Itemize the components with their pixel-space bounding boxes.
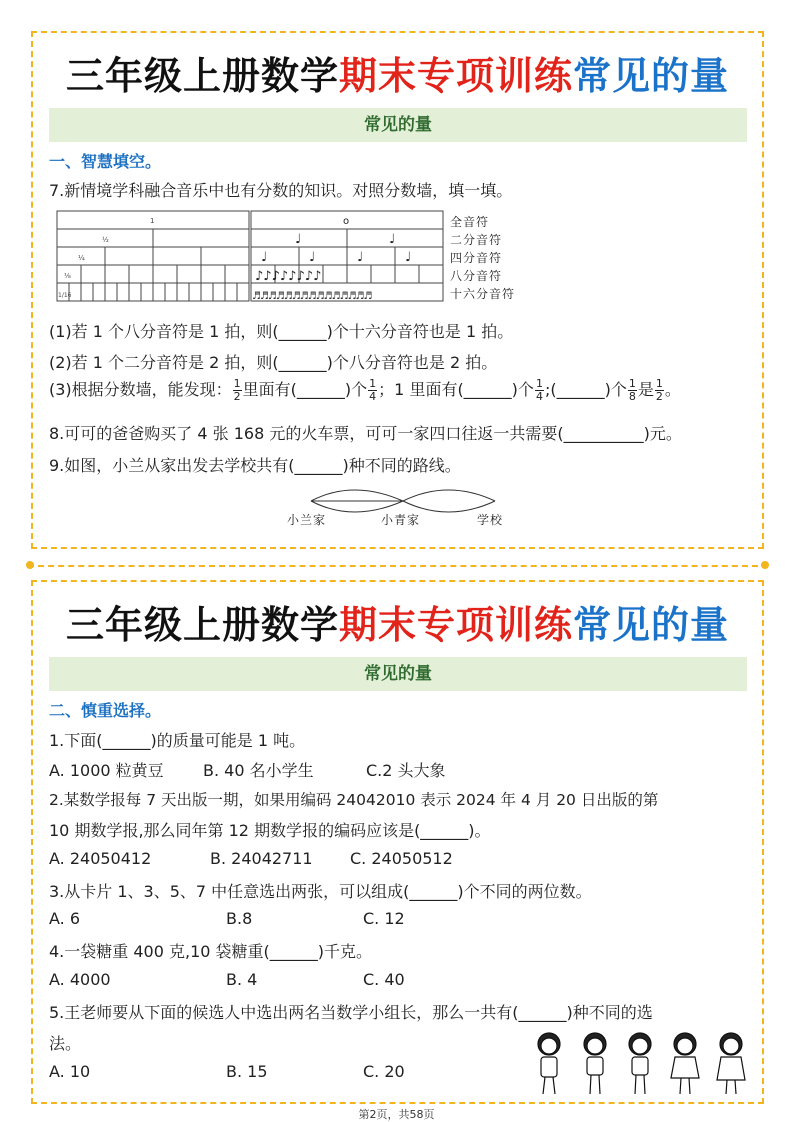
q2-option-a: A. 24050412: [49, 849, 152, 868]
q2-option-c: C. 24050512: [350, 849, 453, 868]
candidate-figure: [629, 1033, 651, 1094]
q1-option-b: B. 40 名小学生: [203, 761, 314, 780]
fraction: $\frac{1}{2}$: [233, 377, 241, 403]
quarter-note-icon: ♩: [309, 250, 316, 265]
wall-label-half: 二分音符: [450, 233, 503, 247]
sixteenth-notes-icon: ♬♬♬♬♬♬♬♬♬♬♬♬♬♬♬: [252, 291, 372, 302]
question-1: 1.下面(______)的质量可能是 1 吨。: [49, 731, 306, 750]
candidates-illustration: [527, 1030, 759, 1100]
eighth-notes-icon: ♪♪♪♪♪♪♪♪: [255, 269, 322, 284]
q5-option-c: C. 20: [363, 1062, 405, 1081]
topic-band: 常见的量: [49, 657, 747, 691]
page-separator: [28, 565, 768, 567]
quarter-note-icon: ♩: [261, 250, 268, 265]
wall-mark-sixteenth: 1/16: [58, 292, 72, 299]
q7-3-text-c: ；1 里面有(______)个: [378, 380, 534, 399]
question-7-1: (1)若 1 个八分音符是 1 拍，则(______)个十六分音符也是 1 拍。: [49, 322, 514, 341]
q1-option-c: C.2 头大象: [366, 761, 446, 780]
wall-mark-quarter: ¼: [78, 254, 85, 262]
whole-note-icon: o: [343, 216, 350, 227]
q7-3-text-a: (3)根据分数墙，能发现：: [49, 380, 232, 399]
q7-3-text-f: 。: [664, 380, 681, 399]
wall-label-whole: 全音符: [450, 215, 490, 229]
fraction: $\frac{1}{2}$: [655, 377, 663, 403]
quarter-note-icon: ♩: [405, 250, 412, 265]
q4-option-a: A. 4000: [49, 970, 111, 989]
wall-label-quarter: 四分音符: [450, 251, 503, 265]
q7-3-text-e: 是: [637, 380, 654, 399]
q7-3-text-b: 里面有(______)个: [242, 380, 368, 399]
q4-option-c: C. 40: [363, 970, 405, 989]
fraction-wall: [55, 209, 445, 305]
q1-option-a: A. 1000 粒黄豆: [49, 761, 164, 780]
wall-label-eighth: 八分音符: [450, 269, 503, 283]
fraction: $\frac{1}{4}$: [369, 377, 377, 403]
q3-option-a: A. 6: [49, 909, 81, 928]
title-part-3: 常见的量: [573, 603, 730, 647]
question-4: 4.一袋糖重 400 克,10 袋糖重(______)千克。: [49, 942, 372, 961]
title-part-1: 三年级上册数学: [65, 54, 339, 98]
q7-3-text-d: ;(______)个: [544, 380, 627, 399]
quarter-note-icon: ♩: [357, 250, 364, 265]
q5-option-a: A. 10: [49, 1062, 91, 1081]
route-label-end: 学校: [477, 513, 504, 527]
wall-mark-half: ½: [102, 236, 109, 244]
title-part-2: 期末专项训练: [338, 54, 573, 98]
half-note-icon: ♩: [295, 232, 302, 247]
page-title: [33, 594, 762, 649]
candidate-figure: [717, 1033, 745, 1094]
question-7-3: [49, 377, 681, 403]
q5-option-b: B. 15: [226, 1062, 268, 1081]
wall-mark-whole: 1: [150, 217, 155, 225]
question-9: 9.如图，小兰从家出发去学校共有(______)种不同的路线。: [49, 456, 461, 475]
worksheet-panel-1: [31, 31, 764, 549]
route-label-middle: 小青家: [381, 513, 421, 527]
route-label-start: 小兰家: [287, 513, 327, 527]
question-2-line-1: 2.某数学报每 7 天出版一期，如果用编码 24042010 表示 2024 年 4 月 20 日出版的第: [49, 791, 659, 809]
topic-band: 常见的量: [49, 108, 747, 142]
question-7: 7.新情境学科融合音乐中也有分数的知识。对照分数墙，填一填。: [49, 181, 513, 200]
q4-option-b: B. 4: [226, 970, 258, 989]
question-2-line-2: 10 期数学报,那么同年第 12 期数学报的编码应该是(______)。: [49, 821, 491, 840]
page-title: [33, 45, 762, 100]
half-note-icon: ♩: [389, 232, 396, 247]
wall-label-sixteenth: 十六分音符: [450, 287, 516, 301]
candidate-figure: [584, 1033, 606, 1094]
section-heading: 一、智慧填空。: [49, 152, 162, 171]
candidate-figure: [671, 1033, 699, 1094]
section-heading: 二、慎重选择。: [49, 701, 162, 720]
question-3: 3.从卡片 1、3、5、7 中任意选出两张，可以组成(______)个不同的两位数。: [49, 882, 592, 901]
separator-dot: [761, 561, 769, 569]
title-part-3: 常见的量: [573, 54, 730, 98]
title-part-2: 期末专项训练: [338, 603, 573, 647]
q2-option-b: B. 24042711: [210, 849, 313, 868]
fraction: $\frac{1}{8}$: [628, 377, 636, 403]
q3-option-c: C. 12: [363, 909, 405, 928]
separator-dot: [26, 561, 34, 569]
question-5-line-2: 法。: [49, 1034, 82, 1053]
question-8: 8.可可的爸爸购买了 4 张 168 元的火车票，可可一家四口往返一共需要(__________)元。: [49, 424, 682, 443]
page-footer: 第2页，共58页: [358, 1108, 435, 1121]
q3-option-b: B.8: [226, 909, 253, 928]
fraction: $\frac{1}{4}$: [535, 377, 543, 403]
wall-mark-eighth: ⅛: [64, 272, 71, 280]
title-part-1: 三年级上册数学: [65, 603, 339, 647]
worksheet-panel-2: [31, 580, 764, 1104]
candidate-figure: [538, 1033, 560, 1094]
question-7-2: (2)若 1 个二分音符是 2 拍，则(______)个八分音符也是 2 拍。: [49, 353, 498, 372]
question-5-line-1: 5.王老师要从下面的候选人中选出两名当数学小组长，那么一共有(______)种不同的选: [49, 1003, 653, 1022]
